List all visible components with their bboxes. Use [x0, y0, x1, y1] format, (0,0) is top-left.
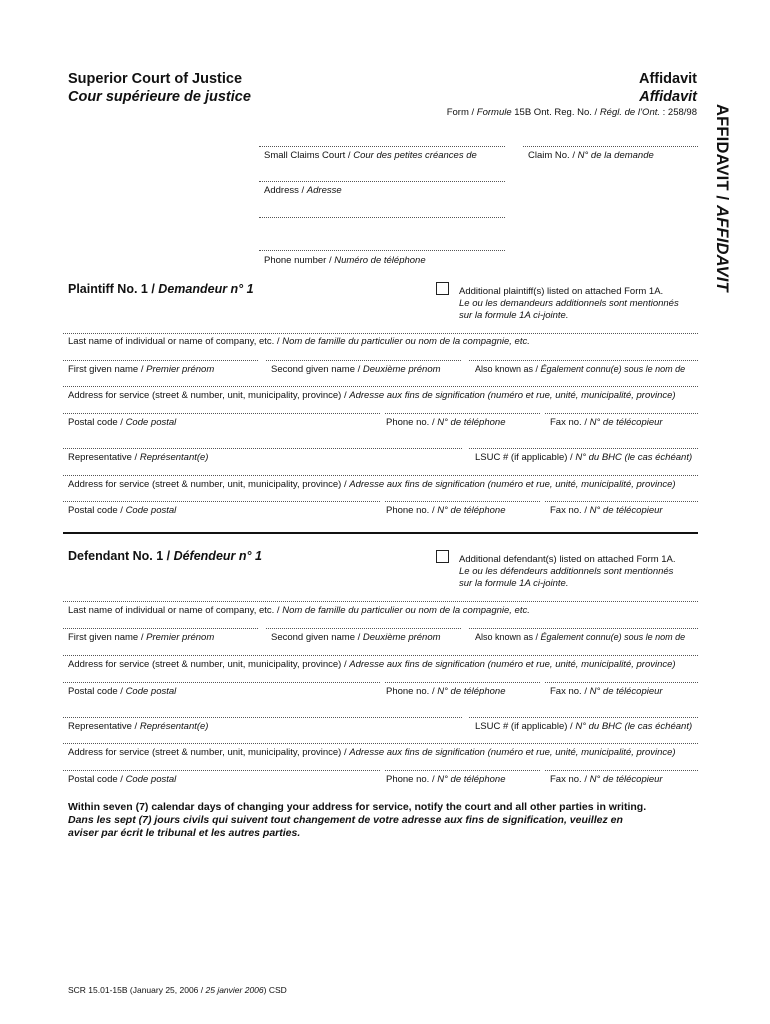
form-title-en: Affidavit — [639, 71, 697, 87]
additional-defendants-fr-2: sur la formule 1A ci-jointe. — [459, 578, 569, 589]
small-claims-court-label: Small Claims Court / Cour des petites créances de — [264, 150, 477, 161]
small-claims-court-line[interactable] — [259, 146, 505, 147]
defendant-rep-phone-line[interactable] — [385, 770, 540, 771]
court-address-line[interactable] — [259, 181, 505, 182]
defendant-title: Defendant No. 1 / Défendeur n° 1 — [68, 549, 262, 563]
plaintiff-second-name-line[interactable] — [266, 360, 461, 361]
claim-number-line[interactable] — [523, 146, 698, 147]
plaintiff-postal-label: Postal code / Code postal — [68, 417, 177, 428]
plaintiff-aka-line[interactable] — [469, 360, 698, 361]
plaintiff-rep-postal-line[interactable] — [63, 501, 380, 502]
plaintiff-fax-label: Fax no. / N° de télécopieur — [550, 417, 663, 428]
plaintiff-rep-address-line[interactable] — [63, 475, 698, 476]
plaintiff-phone-line[interactable] — [385, 413, 540, 414]
defendant-address-label: Address for service (street & number, unit, municipality, province) / Adresse aux fins de signification (numéro et rue, unité, municipalité, province) — [68, 659, 676, 670]
defendant-rep-fax-line[interactable] — [545, 770, 698, 771]
defendant-lsuc-label: LSUC # (if applicable) / N° du BHC (le cas échéant) — [475, 721, 693, 732]
footer-form-code: SCR 15.01-15B (January 25, 2006 / 25 janvier 2006) CSD — [68, 985, 287, 995]
plaintiff-lsuc-label: LSUC # (if applicable) / N° du BHC (le cas échéant) — [475, 452, 693, 463]
plaintiff-rep-phone-label: Phone no. / N° de téléphone — [386, 505, 506, 516]
plaintiff-address-label: Address for service (street & number, unit, municipality, province) / Adresse aux fins de signification (numéro et rue, unité, municipalité, province) — [68, 390, 676, 401]
plaintiff-rep-label: Representative / Représentant(e) — [68, 452, 209, 463]
plaintiff-rep-line[interactable] — [63, 448, 462, 449]
additional-plaintiffs-fr-2: sur la formule 1A ci-jointe. — [459, 310, 569, 321]
defendant-phone-line[interactable] — [385, 682, 540, 683]
defendant-rep-fax-label: Fax no. / N° de télécopieur — [550, 774, 663, 785]
defendant-rep-address-line[interactable] — [63, 743, 698, 744]
plaintiff-last-name-line[interactable] — [63, 333, 698, 334]
additional-defendants-en: Additional defendant(s) listed on attached Form 1A. — [459, 554, 676, 565]
plaintiff-title: Plaintiff No. 1 / Demandeur n° 1 — [68, 282, 254, 296]
plaintiff-last-name-label: Last name of individual or name of company, etc. / Nom de famille du particulier ou nom de la compagnie, etc. — [68, 336, 530, 347]
plaintiff-phone-label: Phone no. / N° de téléphone — [386, 417, 506, 428]
additional-plaintiffs-en: Additional plaintiff(s) listed on attached Form 1A. — [459, 286, 664, 297]
court-name-fr: Cour supérieure de justice — [68, 89, 251, 105]
plaintiff-rep-postal-label: Postal code / Code postal — [68, 505, 177, 516]
defendant-second-name-label: Second given name / Deuxième prénom — [271, 632, 441, 643]
additional-defendants-checkbox[interactable] — [436, 550, 449, 563]
defendant-rep-phone-label: Phone no. / N° de téléphone — [386, 774, 506, 785]
defendant-last-name-label: Last name of individual or name of company, etc. / Nom de famille du particulier ou nom de la compagnie, etc. — [68, 605, 530, 616]
claim-number-label: Claim No. / N° de la demande — [528, 150, 654, 161]
defendant-aka-label: Also known as / Également connu(e) sous le nom de — [475, 632, 686, 642]
plaintiff-lsuc-line[interactable] — [469, 448, 698, 449]
defendant-fax-label: Fax no. / N° de télécopieur — [550, 686, 663, 697]
defendant-last-name-line[interactable] — [63, 601, 698, 602]
plaintiff-fax-line[interactable] — [545, 413, 698, 414]
defendant-rep-line[interactable] — [63, 717, 462, 718]
defendant-aka-line[interactable] — [469, 628, 698, 629]
plaintiff-first-name-label: First given name / Premier prénom — [68, 364, 215, 375]
defendant-rep-label: Representative / Représentant(e) — [68, 721, 209, 732]
plaintiff-rep-phone-line[interactable] — [385, 501, 540, 502]
defendant-second-name-line[interactable] — [266, 628, 461, 629]
plaintiff-address-line[interactable] — [63, 386, 698, 387]
additional-plaintiffs-fr-1: Le ou les demandeurs additionnels sont mentionnés — [459, 298, 679, 309]
plaintiff-first-name-line[interactable] — [63, 360, 258, 361]
plaintiff-rep-address-label: Address for service (street & number, unit, municipality, province) / Adresse aux fins de signification (numéro et rue, unité, municipalité, province) — [68, 479, 676, 490]
plaintiff-postal-line[interactable] — [63, 413, 380, 414]
notice-en: Within seven (7) calendar days of changing your address for service, notify the court and all other parties in writing. — [68, 801, 647, 813]
defendant-lsuc-line[interactable] — [469, 717, 698, 718]
notice-fr-2: aviser par écrit le tribunal et les autres parties. — [68, 827, 301, 839]
court-address-label: Address / Adresse — [264, 185, 342, 196]
plaintiff-second-name-label: Second given name / Deuxième prénom — [271, 364, 441, 375]
court-address-line-2[interactable] — [259, 217, 505, 218]
additional-defendants-fr-1: Le ou les défendeurs additionnels sont mentionnés — [459, 566, 674, 577]
defendant-first-name-label: First given name / Premier prénom — [68, 632, 215, 643]
defendant-rep-postal-line[interactable] — [63, 770, 380, 771]
defendant-postal-line[interactable] — [63, 682, 380, 683]
defendant-postal-label: Postal code / Code postal — [68, 686, 177, 697]
plaintiff-rep-fax-label: Fax no. / N° de télécopieur — [550, 505, 663, 516]
defendant-phone-label: Phone no. / N° de téléphone — [386, 686, 506, 697]
court-phone-line[interactable] — [259, 250, 505, 251]
form-title-fr: Affidavit — [639, 89, 697, 105]
defendant-rep-address-label: Address for service (street & number, unit, municipality, province) / Adresse aux fins de signification (numéro et rue, unité, municipalité, province) — [68, 747, 676, 758]
notice-fr-1: Dans les sept (7) jours civils qui suivent tout changement de votre adresse aux fins de signification, veuillez en — [68, 814, 623, 826]
additional-plaintiffs-checkbox[interactable] — [436, 282, 449, 295]
defendant-address-line[interactable] — [63, 655, 698, 656]
defendant-rep-postal-label: Postal code / Code postal — [68, 774, 177, 785]
section-divider — [63, 532, 698, 534]
court-name-en: Superior Court of Justice — [68, 71, 243, 87]
form-number: Form / Formule 15B Ont. Reg. No. / Régl. de l’Ont. : 258/98 — [446, 107, 697, 118]
side-title-vertical: AFFIDAVIT / AFFIDAVIT — [713, 104, 731, 292]
defendant-fax-line[interactable] — [545, 682, 698, 683]
court-phone-label: Phone number / Numéro de téléphone — [264, 255, 426, 266]
defendant-first-name-line[interactable] — [63, 628, 258, 629]
plaintiff-rep-fax-line[interactable] — [545, 501, 698, 502]
plaintiff-aka-label: Also known as / Également connu(e) sous le nom de — [475, 364, 686, 374]
